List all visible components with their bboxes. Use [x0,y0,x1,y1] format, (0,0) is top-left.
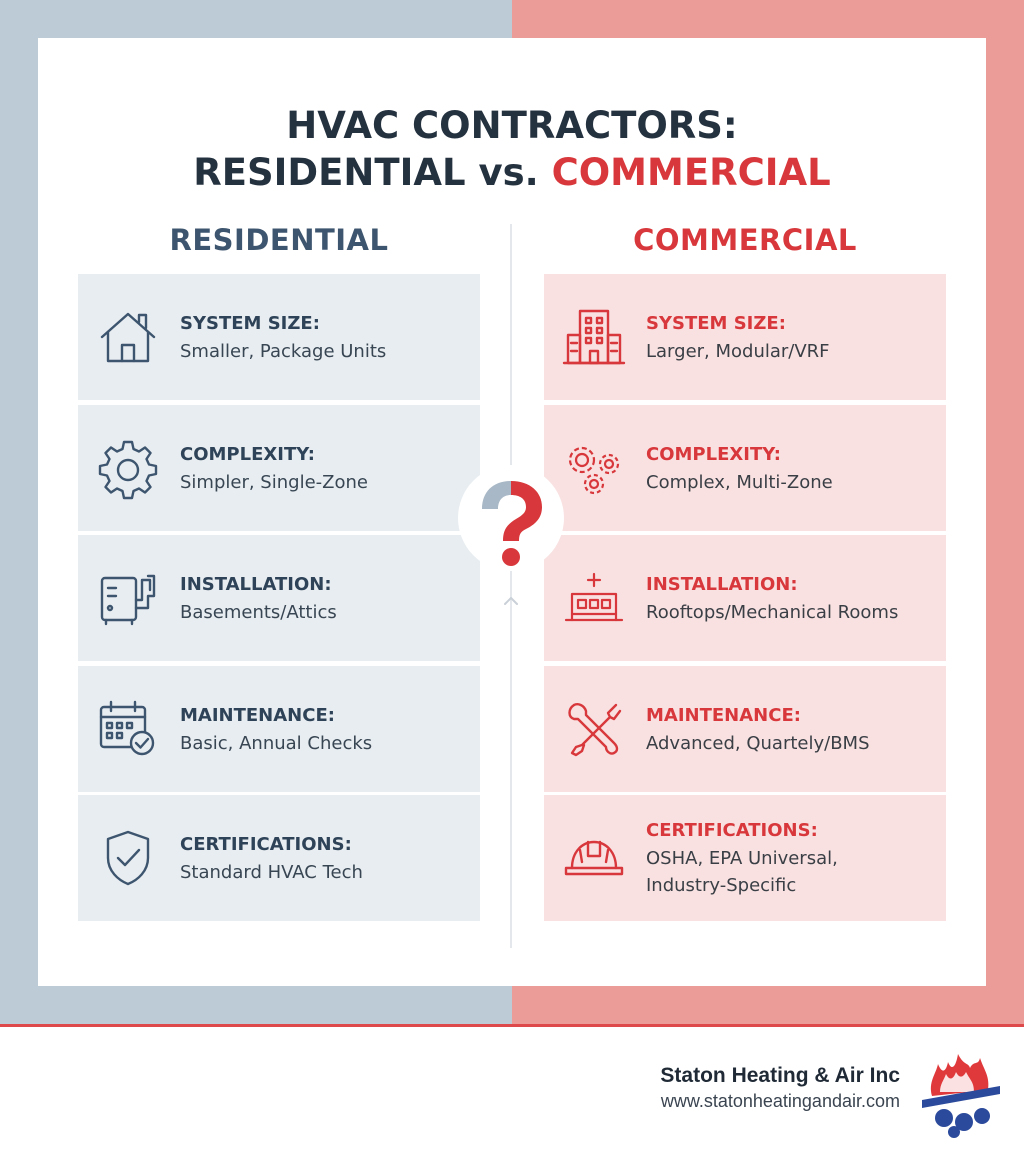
arrow-up-icon [501,592,521,612]
commercial-row-maintenance [544,666,946,792]
company-url[interactable]: www.statonheatingandair.com [660,1091,900,1111]
row-value: Basic, Annual Checks [180,732,373,754]
rooftop-unit-icon [562,566,626,630]
row-label: MAINTENANCE: [180,704,335,726]
center-divider [510,224,512,948]
row-value: Larger, Modular/VRF [646,340,830,362]
residential-row-maintenance [78,666,480,792]
row-value: Complex, Multi-Zone [646,471,833,493]
infographic-card [38,38,986,986]
shield-check-icon [96,826,160,890]
gear-icon [96,436,160,500]
row-label: MAINTENANCE: [646,704,801,726]
residential-heading: RESIDENTIAL [169,223,389,257]
question-mark-icon [458,465,564,571]
commercial-row-certifications [544,795,946,921]
row-value: Simpler, Single-Zone [180,471,368,493]
row-value: Standard HVAC Tech [180,861,363,883]
company-logo [918,1046,1004,1138]
hard-hat-icon [562,826,626,890]
furnace-icon [96,566,160,630]
row-label: SYSTEM SIZE: [180,312,320,334]
row-label: CERTIFICATIONS: [180,833,352,855]
row-label: COMPLEXITY: [646,443,781,465]
row-label: SYSTEM SIZE: [646,312,786,334]
row-label: INSTALLATION: [180,573,332,595]
commercial-row-system-size [544,274,946,400]
building-icon [562,305,626,369]
calendar-check-icon [96,697,160,761]
row-value: Advanced, Quartely/BMS [646,732,870,754]
page-title [38,102,986,196]
row-label: INSTALLATION: [646,573,798,595]
wrench-screwdriver-icon [562,697,626,761]
row-value: Basements/Attics [180,601,337,623]
residential-row-certifications [78,795,480,921]
row-value: Rooftops/Mechanical Rooms [646,601,899,623]
company-name: Staton Heating & Air Inc [660,1064,900,1087]
commercial-heading: COMMERCIAL [633,223,857,257]
title-line-2-highlight: COMMERCIAL [551,151,831,194]
residential-row-system-size [78,274,480,400]
row-value: Smaller, Package Units [180,340,387,362]
gears-icon [562,436,626,500]
title-line-2-prefix: RESIDENTIAL vs. [193,151,539,194]
row-label: CERTIFICATIONS: [646,820,818,841]
commercial-row-installation [544,535,946,661]
title-line-2 [38,149,986,196]
residential-row-complexity [78,405,480,531]
footer-divider [0,1024,1024,1027]
row-value-line-1: OSHA, EPA Universal, [646,848,838,869]
row-value-line-2: Industry-Specific [646,875,797,896]
house-icon [96,305,160,369]
title-line-1: HVAC CONTRACTORS: [286,104,738,147]
residential-row-installation [78,535,480,661]
commercial-row-complexity [544,405,946,531]
row-label: COMPLEXITY: [180,443,315,465]
